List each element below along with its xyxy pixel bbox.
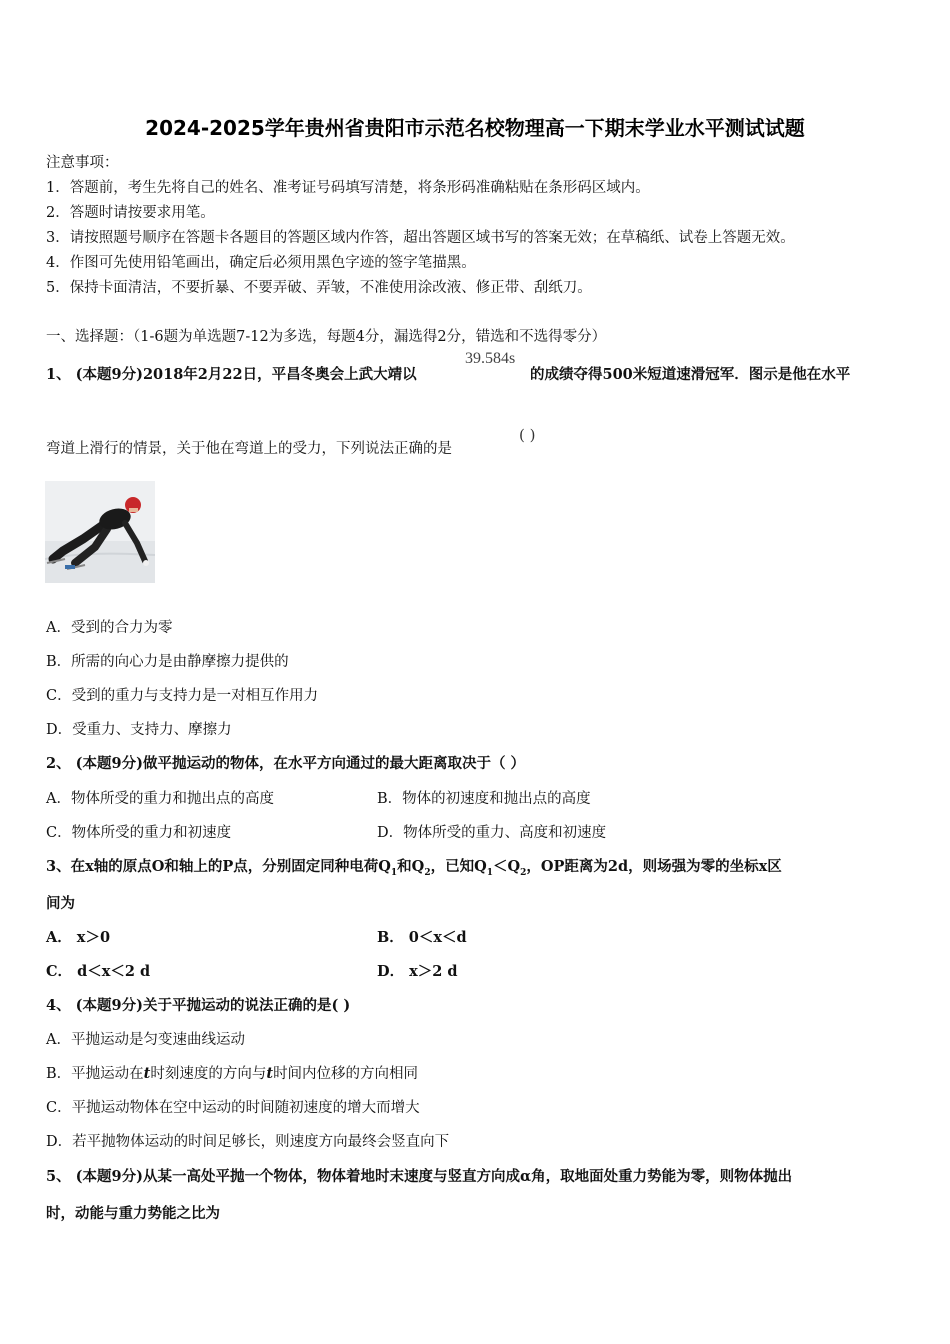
q4-option-b-t2: t bbox=[266, 1065, 274, 1082]
q1-option-c: C．受到的重力与支持力是一对相互作用力 bbox=[46, 688, 319, 704]
q2-option-b: B．物体的初速度和抛出点的高度 bbox=[377, 791, 591, 807]
q3-stem-a: 3、在x轴的原点O和轴上的P点，分别固定同种电荷Q bbox=[46, 858, 391, 875]
notice-item-2: 2．答题时请按要求用笔。 bbox=[46, 205, 215, 221]
notice-item-4: 4．作图可先使用铅笔画出，确定后必须用黑色字迹的签字笔描黑。 bbox=[46, 255, 476, 271]
q2-stem-text: 2、 (本题9分)做平抛运动的物体，在水平方向通过的最大距离取决于（ ） bbox=[46, 755, 525, 772]
q4-option-d: D．若平抛物体运动的时间足够长，则速度方向最终会竖直向下 bbox=[46, 1134, 450, 1150]
q1-stem-part2 bbox=[530, 365, 850, 385]
q4-option-b bbox=[46, 1064, 418, 1084]
notice-item-5: 5．保持卡面清洁，不要折暴、不要弄破、弄皱，不准使用涂改液、修正带、刮纸刀。 bbox=[46, 280, 592, 296]
q1-stem-line2: 弯道上滑行的情景，关于他在弯道上的受力，下列说法正确的是 bbox=[46, 441, 452, 457]
q3-sub-2: 2 bbox=[424, 867, 431, 878]
q3-stem-d: ＜Q bbox=[492, 858, 521, 875]
q3-option-c: C． d＜x＜2 d bbox=[46, 963, 151, 980]
q4-option-b-t1: t bbox=[143, 1065, 151, 1082]
q1-stem-part2-text: 的成绩夺得500米短道速滑冠军．图示是他在水平 bbox=[530, 366, 851, 383]
q2-stem bbox=[46, 754, 525, 774]
q1-option-a: A．受到的合力为零 bbox=[46, 620, 173, 636]
q4-option-b-a: B．平抛运动在 bbox=[46, 1066, 144, 1082]
q3-sub-3: 1 bbox=[486, 867, 493, 878]
q1-option-d: D．受重力、支持力、摩擦力 bbox=[46, 722, 232, 738]
q5-stem-line2: 时，动能与重力势能之比为 bbox=[46, 1205, 220, 1222]
q2-option-a: A．物体所受的重力和抛出点的高度 bbox=[46, 791, 274, 807]
q2-option-d: D．物体所受的重力、高度和初速度 bbox=[377, 825, 607, 841]
q1-stem-part1: 1、 (本题9分)2018年2月22日，平昌冬奥会上武大靖以 bbox=[46, 366, 417, 383]
q4-option-c: C．平抛运动物体在空中运动的时间随初速度的增大而增大 bbox=[46, 1100, 420, 1116]
speed-skater-photo bbox=[45, 481, 155, 583]
q3-stem-e: ，OP距离为2d，则场强为零的坐标x区 bbox=[526, 858, 782, 875]
q3-stem-b: 和Q bbox=[397, 858, 425, 875]
q1-option-b: B．所需的向心力是由静摩擦力提供的 bbox=[46, 654, 289, 670]
q3-stem-line1 bbox=[46, 857, 782, 883]
page-title: 2024-2025学年贵州省贵阳市示范名校物理高一下期末学业水平测试试题 bbox=[145, 116, 805, 140]
q4-option-a: A．平抛运动是匀变速曲线运动 bbox=[46, 1032, 245, 1048]
q4-option-b-c: 时间内位移的方向相同 bbox=[273, 1066, 419, 1082]
q4-option-b-b: 时刻速度的方向与 bbox=[150, 1066, 267, 1082]
q3-sub-4: 2 bbox=[520, 867, 527, 878]
section-heading: 一、选择题：（1-6题为单选题7-12为多选，每题4分，漏选得2分，错选和不选得零分） bbox=[46, 329, 607, 345]
q1-stem-line1 bbox=[46, 365, 417, 385]
notice-heading: 注意事项： bbox=[46, 155, 119, 171]
notice-item-3: 3．请按照题号顺序在答题卡各题目的答题区域内作答，超出答题区域书写的答案无效；在草稿纸、试卷上答题无效。 bbox=[46, 230, 795, 246]
q5-stem-text: 5、 (本题9分)从某一高处平抛一个物体，物体着地时末速度与竖直方向成α角，取地面处重力势能为零，则物体抛出 bbox=[46, 1168, 793, 1185]
q2-option-c: C．物体所受的重力和初速度 bbox=[46, 825, 232, 841]
q3-stem-c: ，已知Q bbox=[430, 858, 487, 875]
q3-stem-line2: 间为 bbox=[46, 895, 75, 912]
q1-formula: 39.584s bbox=[465, 350, 516, 367]
notice-item-1: 1．答题前，考生先将自己的姓名、准考证号码填写清楚，将条形码准确粘贴在条形码区域内。 bbox=[46, 180, 650, 196]
q3-option-b: B． 0＜x＜d bbox=[377, 929, 467, 946]
q1-answer-paren: ( ) bbox=[519, 426, 536, 444]
q4-stem: 4、 (本题9分)关于平抛运动的说法正确的是( ) bbox=[46, 997, 351, 1014]
q3-option-d: D． x＞2 d bbox=[377, 963, 458, 980]
q3-option-a: A． x＞0 bbox=[46, 929, 111, 946]
q5-stem-line1 bbox=[46, 1167, 792, 1187]
q3-sub-1: 1 bbox=[390, 867, 398, 878]
